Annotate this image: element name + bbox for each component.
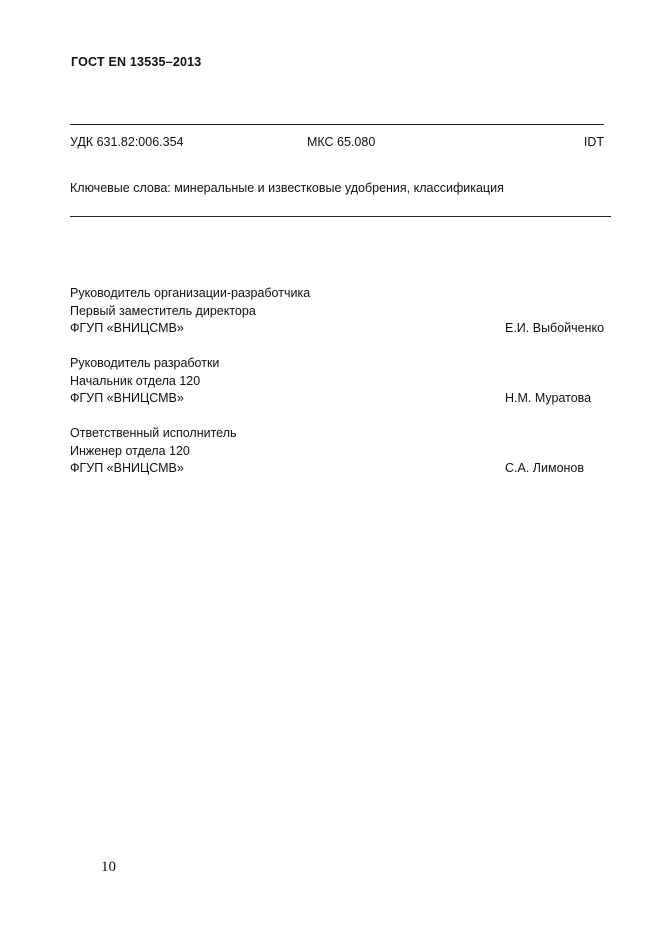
signature-name: Е.И. Выбойченко xyxy=(505,321,605,335)
signature-organization: ФГУП «ВНИЦСМВ» xyxy=(70,321,184,335)
signature-position: Инженер отдела 120 xyxy=(70,443,190,458)
signature-organization: ФГУП «ВНИЦСМВ» xyxy=(70,461,184,475)
signature-block-development-lead xyxy=(70,355,610,408)
signature-organization-row xyxy=(70,460,610,478)
signature-block-developer-head xyxy=(70,285,610,338)
udk-code: УДК 631.82:006.354 xyxy=(70,135,184,149)
signature-name: С.А. Лимонов xyxy=(505,461,585,475)
signature-organization-row xyxy=(70,320,610,338)
signature-organization-row xyxy=(70,390,610,408)
signature-block-responsible-executor xyxy=(70,425,610,478)
keywords-line: Ключевые слова: минеральные и известковые удобрения, классификация xyxy=(70,181,504,195)
bottom-divider xyxy=(70,216,611,217)
signature-position: Первый заместитель директора xyxy=(70,303,256,318)
signature-organization: ФГУП «ВНИЦСМВ» xyxy=(70,391,184,405)
signature-role: Руководитель организации-разработчика xyxy=(70,286,311,300)
signature-role: Ответственный исполнитель xyxy=(70,426,237,440)
signature-role: Руководитель разработки xyxy=(70,356,220,370)
idt-label: IDT xyxy=(583,135,604,149)
signature-position: Начальник отдела 120 xyxy=(70,373,201,388)
signature-name: Н.М. Муратова xyxy=(505,391,592,405)
standard-code: ГОСТ EN 13535–2013 xyxy=(71,55,202,69)
top-divider xyxy=(70,124,604,125)
mks-code: МКС 65.080 xyxy=(307,135,376,149)
page-number: 10 xyxy=(101,859,116,875)
